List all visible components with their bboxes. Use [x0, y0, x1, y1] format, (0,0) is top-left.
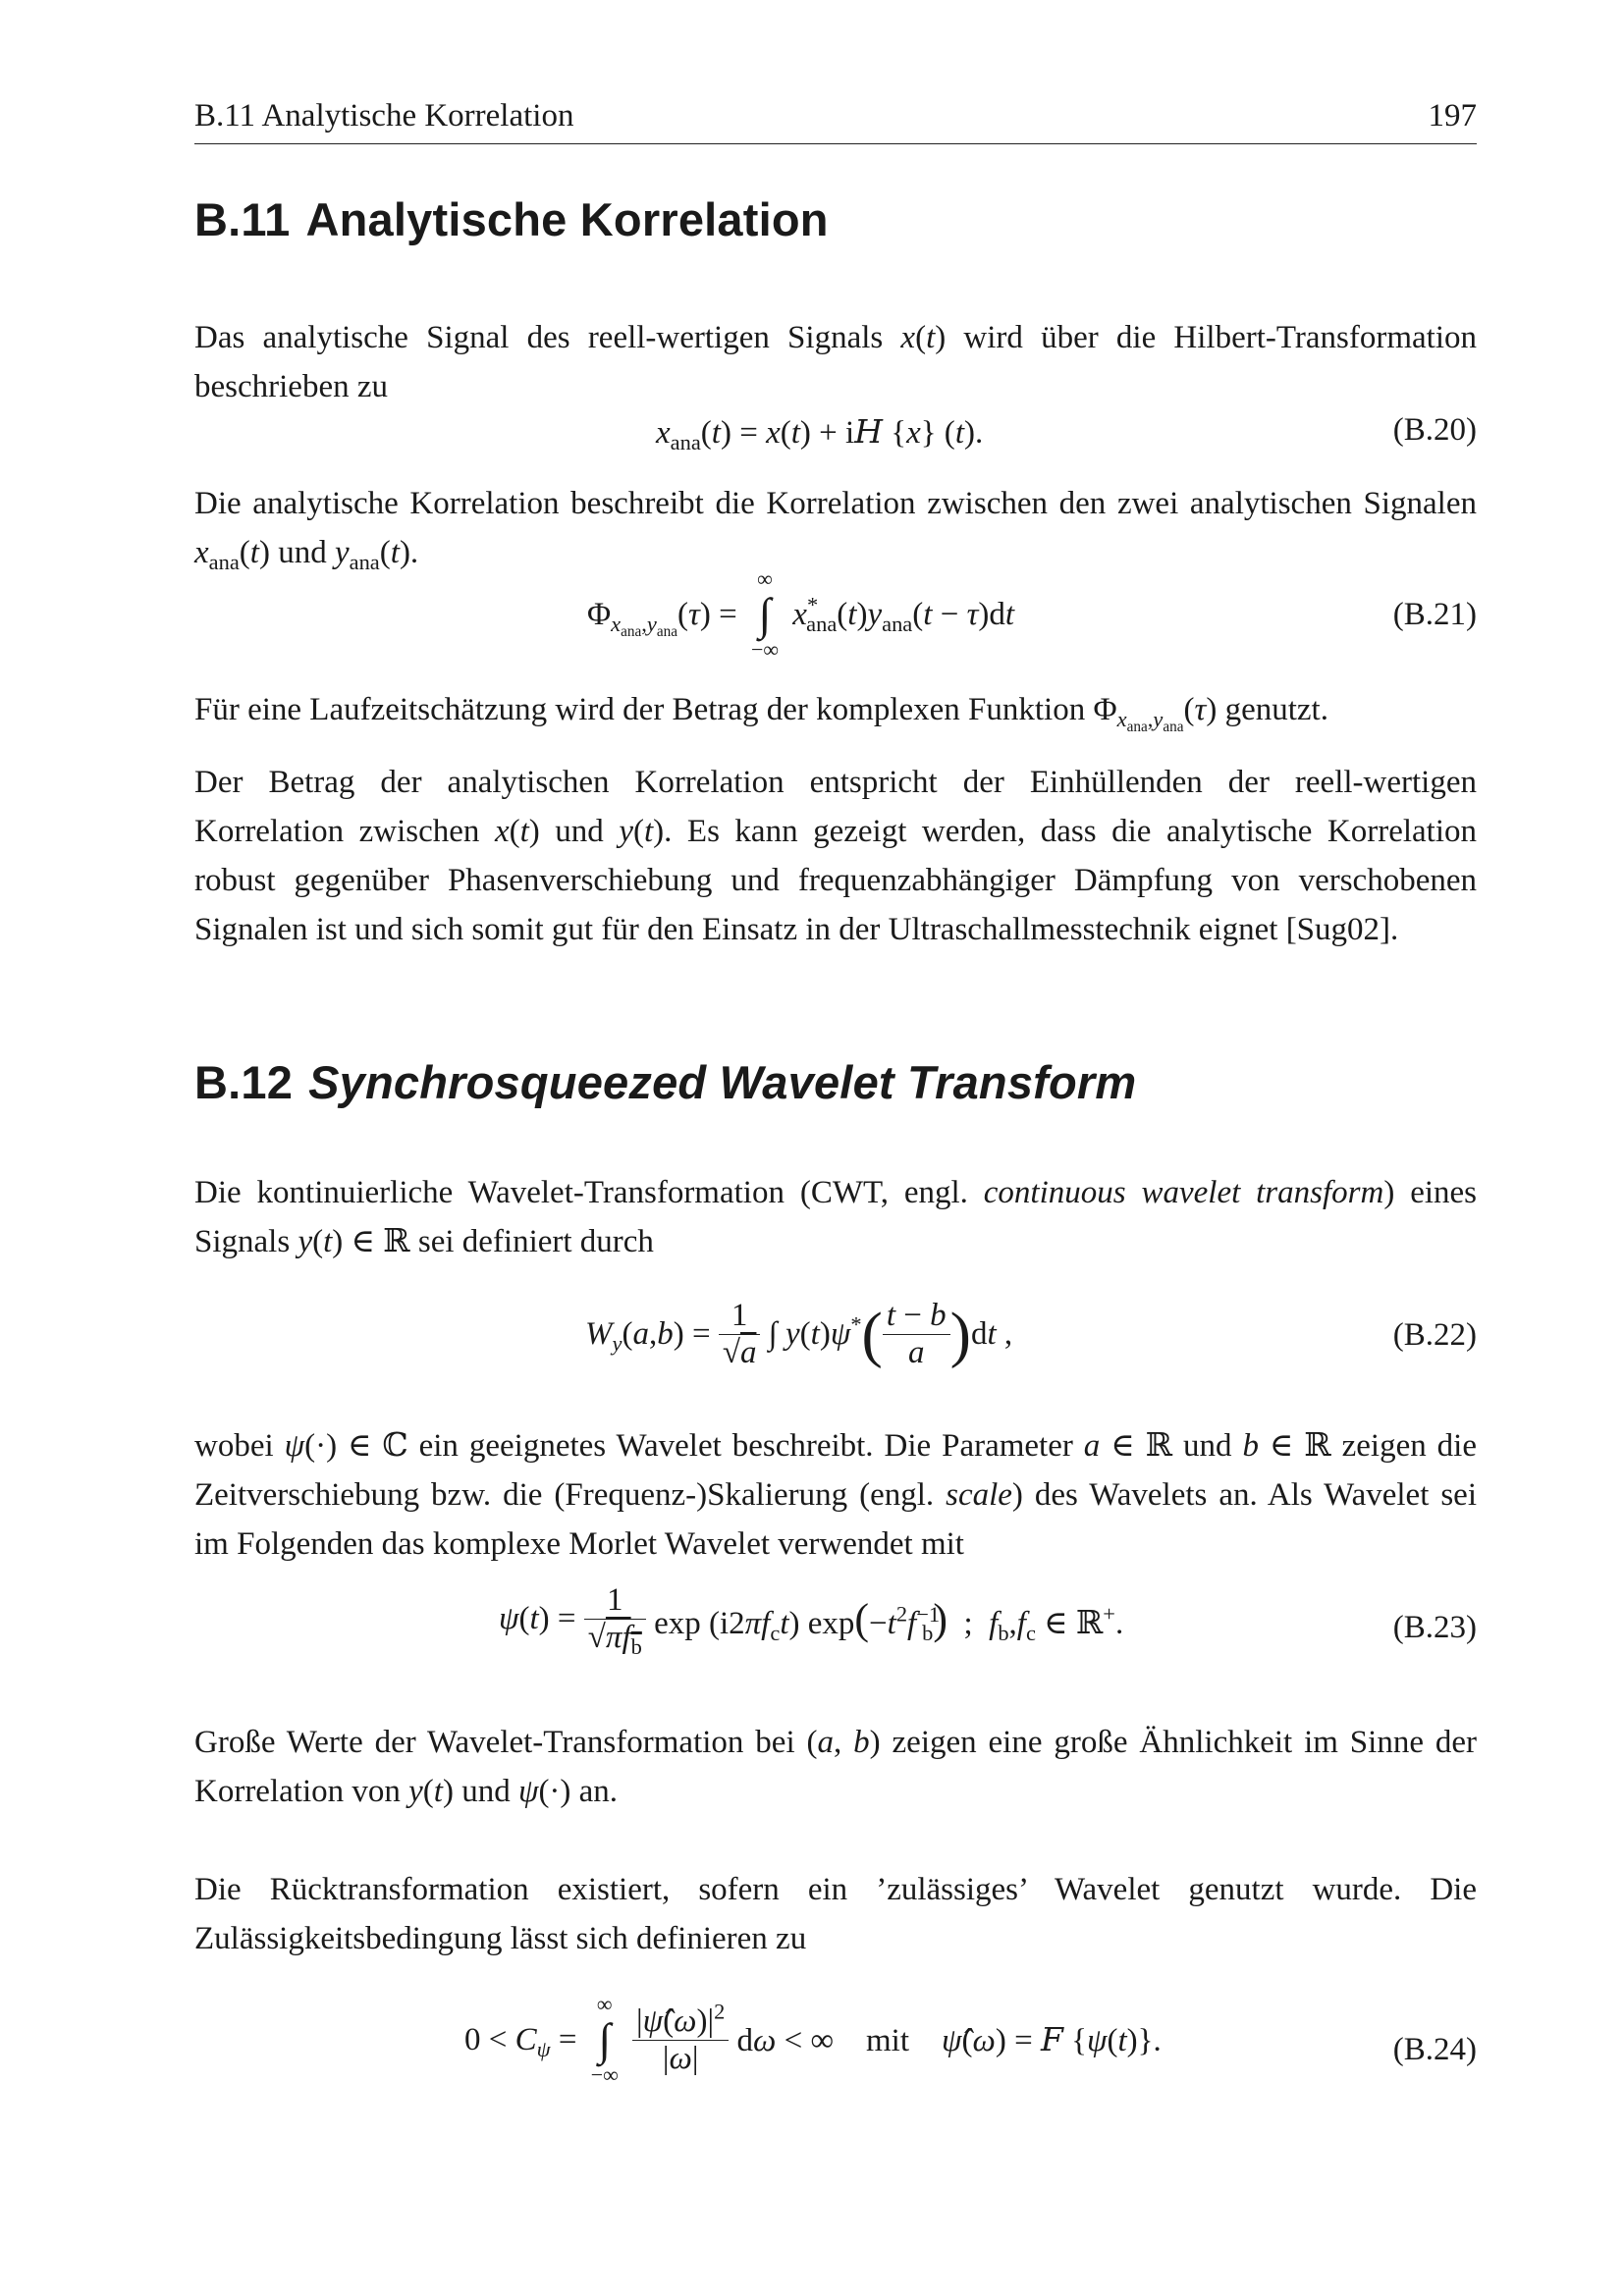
paragraph-envelope: Der Betrag der analytischen Korrelation entspricht der Einhüllenden der reell-wertigen Korrelation zwischen x(t) und y(t). Es kann gezeigt werden, dass die analytische Korrelation robust gegenüber Phasenverschiebung und frequenzabhängiger Dämpfung von verschobenen Signalen ist und sich somit gut für den Einsatz in der Ultraschallmesstechnik eignet [Sug02]. — [194, 765, 1478, 947]
paragraph-delay-estimation: Für eine Laufzeitschätzung wird der Betrag der komplexen Funktion $\Phi_{x_{ana},y_{ana}}(\tau)$ genutzt. — [194, 692, 1328, 736]
paragraph-similarity: Große Werte der Wavelet-Transformation bei (a, b) zeigen eine große Ähnlichkeit im Sinne der Korrelation von y(t) und ψ(·) an. — [194, 1725, 1477, 1809]
equation-b20-number: (B.20) — [1392, 412, 1477, 448]
equation-b24-number: (B.24) — [1392, 2032, 1477, 2067]
paragraph-cwt: Die kontinuierliche Wavelet-Transformation (CWT, engl. continuous wavelet transform) eines Signals y(t) ∈ ℝ sei definiert durch — [194, 1175, 1478, 1259]
paragraph-analytic-correlation: Die analytische Korrelation beschreibt die Korrelation zwischen den zwei analytischen Signalen $x_{ana}(t)$ und $y_{ana}(t)$. — [194, 486, 1477, 575]
equation-b23 — [194, 1582, 1477, 1684]
section-heading-b12 — [194, 1055, 1136, 1109]
paragraph-hilbert: Das analytische Signal des reell-wertigen Signals x(t) wird über die Hilbert-Transformation beschrieben zu — [194, 320, 1477, 404]
equation-b22-body: $W_y(a,b)$ = $\frac{1}{√a}$ ∫ y(t)ψ*( $\frac{t - b}{a}$ )dt , — [585, 1298, 1013, 1370]
equation-b21 — [194, 567, 1477, 675]
section-title: Analytische Korrelation — [305, 193, 829, 245]
section-title: Synchrosqueezed Wavelet Transform — [308, 1056, 1137, 1108]
equation-b24-body: $0 < C_\psi$ = ∞ ∫ −∞ $\frac{|\psî(\omega)|^2}{|\omega|}$ dω < ∞ mit ψ̂(ω) = F {ψ(t)}. — [464, 1992, 1162, 2087]
equation-b23-number: (B.23) — [1392, 1610, 1477, 1645]
equation-b22 — [194, 1298, 1477, 1396]
equation-b24 — [194, 1993, 1477, 2120]
section-number: B.12 — [194, 1056, 294, 1108]
page-number: 197 — [1428, 98, 1477, 133]
equation-b21-number: (B.21) — [1392, 597, 1477, 632]
section-number: B.11 — [194, 193, 291, 245]
paragraph-wavelet-params: wobei ψ(·) ∈ ℂ ein geeignetes Wavelet beschreibt. Die Parameter a ∈ ℝ und b ∈ ℝ zeigen die Zeitverschiebung bzw. die (Frequenz-)Skalierung (engl. scale) des Wavelets an. Als Wavelet sei im Folgenden das komplexe Morlet Wavelet verwendet mit — [194, 1428, 1477, 1562]
equation-b20 — [194, 412, 1477, 461]
paragraph-admissibility: Die Rücktransformation existiert, sofern ein ’zulässiges’ Wavelet genutzt wurde. Die Zulässigkeitsbedingung lässt sich definieren zu — [194, 1872, 1477, 1956]
header-section-title: B.11 Analytische Korrelation — [194, 98, 574, 133]
document-page — [194, 0, 1477, 2296]
running-header — [194, 98, 1477, 144]
equation-b22-number: (B.22) — [1392, 1317, 1477, 1353]
equation-b20-body: $x_{ana}(t) = x(t)$ + iH {x} (t). — [656, 412, 984, 455]
section-heading-b11 — [194, 192, 829, 246]
equation-b21-body: $\Phi_{x_{ana},y_{ana}}(\tau)$ = ∞ ∫ −∞ $x^*_{ana}(t)y_{ana}(t - \tau)dt$ — [587, 566, 1015, 662]
equation-b23-body: ψ(t) = $\frac{1}{√\pi f_b}$ $\exp (i2\pi f_ct)$ $\exp(-t^2f^{-1}_b)$ ; $f_b,f_c$ ∈ ℝ+. — [499, 1582, 1124, 1660]
